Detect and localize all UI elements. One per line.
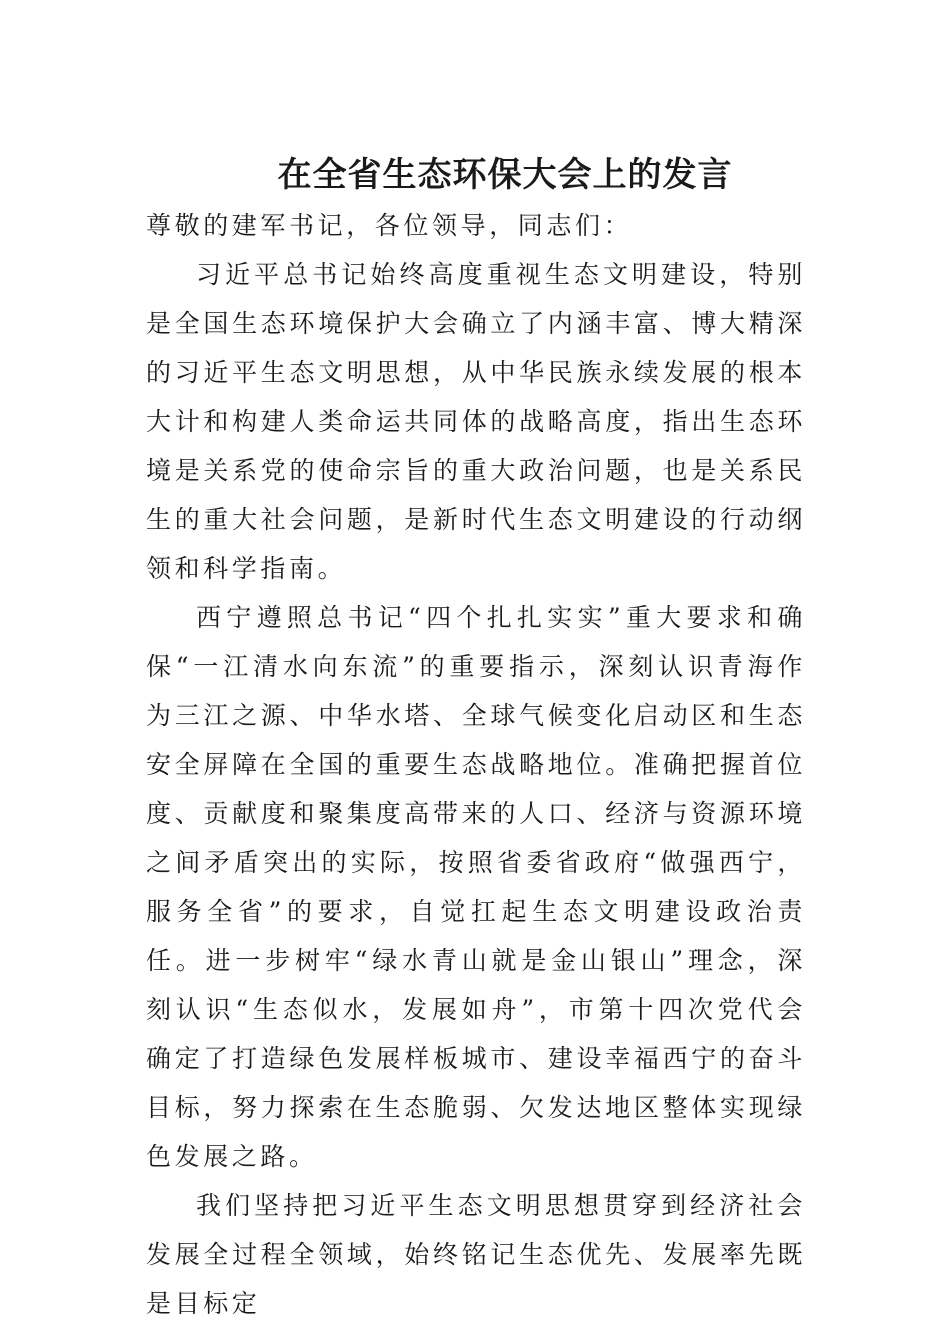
paragraph-2: 西宁遵照总书记“四个扎扎实实”重大要求和确保“一江清水向东流”的重要指示，深刻认识青海作为三江之源、中华水塔、全球气候变化启动区和生态安全屏障在全国的重要生态战略地位。准确把握首位度、贡献度和聚集度高带来的人口、经济与资源环境之间矛盾突出的实际，按照省委省政府“做强西宁，服务全省”的要求，自觉扛起生态文明建设政治责任。进一步树牢“绿水青山就是金山银山”理念，深刻认识“生态似水，发展如舟”，市第十四次党代会确定了打造绿色发展样板城市、建设幸福西宁的奋斗目标，努力探索在生态脆弱、欠发达地区整体实现绿色发展之路。 (146, 603, 806, 1171)
paragraph-3: 我们坚持把习近平生态文明思想贯穿到经济社会发展全过程全领域，始终铭记生态优先、发展率先既是目标定 (146, 1191, 806, 1318)
salutation: 尊敬的建军书记，各位领导，同志们： (146, 211, 633, 240)
paragraph-1: 习近平总书记始终高度重视生态文明建设，特别是全国生态环境保护大会确立了内涵丰富、博大精深的习近平生态文明思想，从中华民族永续发展的根本大计和构建人类命运共同体的战略高度，指出生态环境是关系党的使命宗旨的重大政治问题，也是关系民生的重大社会问题，是新时代生态文明建设的行动纲领和科学指南。 (146, 260, 806, 583)
document-title: 在全省生态环保大会上的发言 (277, 154, 733, 195)
document-body (146, 201, 806, 1328)
